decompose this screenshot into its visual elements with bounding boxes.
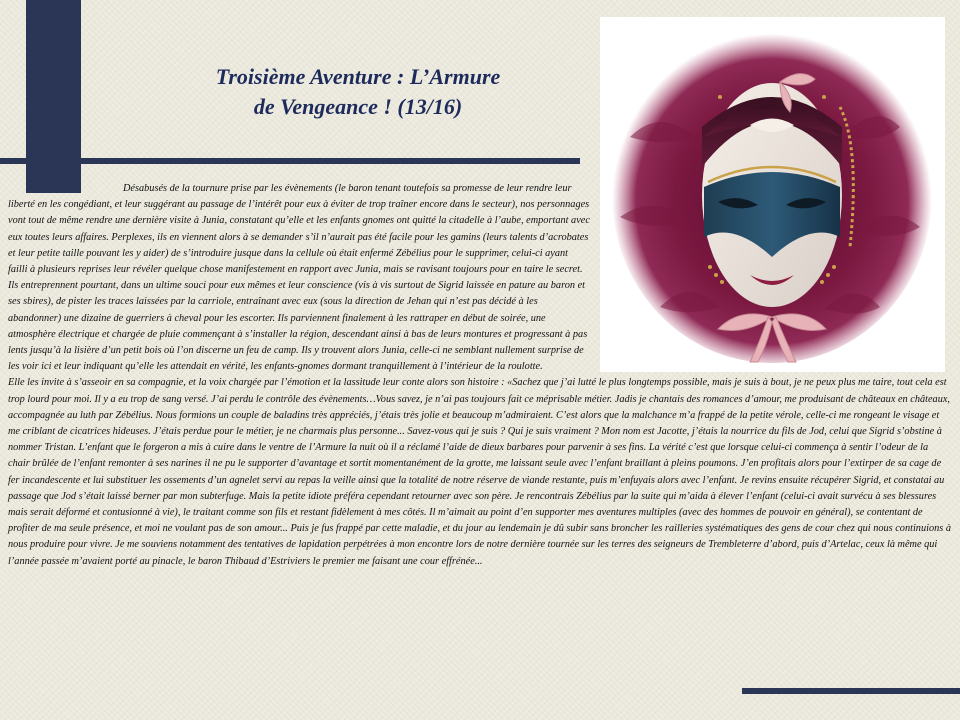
story-paragraph-1: Désabusés de la tournure prise par les évènements (le baron tenant toutefois sa promesse de leur rendre leur liberté en les congédiant, et leur suggérant au passage de l’intérêt pour eux à éviter de trop traîner encore dans le secteur), nos personnages vont tout de même rendre une dernière visite à Junia, constatant qu’elle et les enfants gnomes ont quitté la citadelle à l’aube, emportant avec eux toutes leurs affaires. Perplexes, ils en viennent alors à se demander s’il n’aurait pas été facile pour les gamins (leurs talents d’acrobates et leur petite taille pouvant les y aider) de s’introduire jusque dans la cellule où était enfermé Zébélius pour le supprimer, celui-ci ayant failli à plusieurs reprises leur révéler quelque chose manifestement en rapport avec Junia, mais se ravisant toujours pour en taire le secret. Ils entreprennent pourtant, dans un ultime souci pour eux mêmes et leur conscience (vis à vis surtout de Sigrid laissée en pature au baron et ses sbires), de pister les traces laissées par la carriole, entraînant avec eux (sous la direction de Jehan qui n’est pas décidé à les abandonner) une dizaine de guerriers à cheval pour les escorter. Ils parviennent finalement à les rattraper en début de soirée, une atmosphère électrique et chargée de pluie commençant à s’installer la région, descendant ainsi à bas de leurs montures et progressant à pas lents jusqu’à la lisière d’un petit bois où l’on discerne un feu de camp. Ils y trouvent alors Junia, celle-ci ne semblant nullement surprise de les voir ici et leur indiquant qu’elle les attendait en vérité, les enfants-gnomes dormant tranquillement à l’intérieur de la roulotte. [8,183,590,373]
title-line-1: Troisième Aventure : L’Armure [215,64,501,89]
story-text [8,181,952,570]
page-title [158,62,558,122]
decorative-bottom-line [742,688,960,694]
decorative-horizontal-line [0,158,580,164]
story-paragraph-2: Elle les invite à s’asseoir en sa compagnie, et la voix chargée par l’émotion et la lassitude leur conte alors son histoire : «Sachez que j’ai lutté le plus longtemps possible, mais je suis à bout, je ne peux plus me taire, tout cela est trop lourd pour moi. Il y a eu trop de sang versé. J’ai perdu le contrôle des évènements…Vous savez, je n’ai pas toujours fait ce méprisable métier. Jadis je chantais des romances d’amour, me produisant de châteaux en châteaux, accompagnée au luth par Zébélius. Nous formions un couple de baladins très appréciés, j’étais très jolie et beaucoup m’admiraient. C’est alors que la malchance m’a frappé de la petite vérole, celle-ci me rongeant le visage et me criblant de cicatrices hideuses. J’étais perdue pour le métier, je ne charmais plus personne... Savez-vous qui je suis ? Qui je suis vraiment ? Mon nom est Jacotte, j’étais la nourrice du fils de Jod, celui que Sigrid s’obstine à nommer Tristan. L’enfant que le forgeron a mis à cuire dans le ventre de l’Armure la nuit où il a réclamé l’aide de dieux barbares pour parvenir à ses fins. La vérité c’est que lorsque celui-ci commença à sentir l’odeur de la chair brûlée de l’enfant remonter à ses narines il ne pu le supporter d’avantage et sortit momentanément de la grotte, me laissant seule avec l’enfant braillant à pleins poumons. J’en profitais alors pour l’extirper de sa cage de fer incandescente et lui substituer les ossements d’un agnelet servi au repas la veille ainsi que la totalité de notre réserve de viande restante, puis m’enfuyais alors avec l’enfant. Je revins ensuite récupérer Sigrid, et constatai au passage que Jod s’était laissé berner par mon subterfuge. Mais la petite idiote préféra cependant retourner avec son père. Je rencontrais Zébélius par la suite qui m’aida à élever l’enfant (celui-ci avait survécu à ses blessures mais serait déformé et contusionné à vie), le traitant comme son fils et restant fidèlement à mes côtés. Il m’aimait au point d’en supporter mes aventures multiples (avec des hommes de pouvoir en général), se contentant de profiter de ma seule présence, et moi ne voulant pas de son amour... Puis je fus frappé par cette maladie, et du jour au lendemain je dû subir sans broncher les railleries systématiques des gens de cour chez qui nous continuions à nous produire pour vivre. Je me souviens notamment des tentatives de lapidation perpétrées à mon encontre lors de notre dernière tournée sur les terres des seigneurs de Trembleterre d’abord, puis d’Artelac, ceux là même qui l’année passée m’avaient porté au pinacle, le baron Thibaud d’Estriviers le premier me faisant une cour effrénée... [8,377,951,567]
decorative-vertical-bar [26,0,81,193]
title-line-2: de Vengeance ! (13/16) [253,94,463,119]
